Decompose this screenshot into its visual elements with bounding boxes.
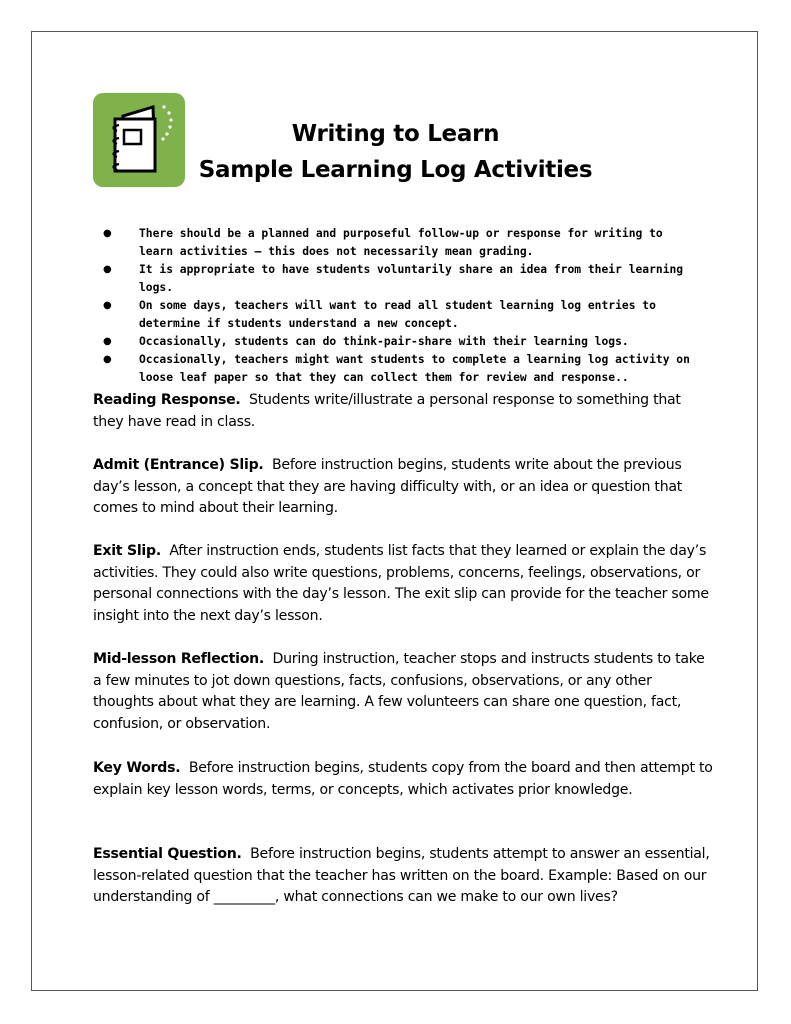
section-key-words xyxy=(93,758,713,801)
section-exit-slip xyxy=(93,541,713,627)
bullet-icon: ● xyxy=(103,228,112,239)
section-admit-slip xyxy=(93,455,713,520)
section-body: Before instruction begins, students write about the previous day’s lesson, a concept that they are having difficulty with, or an idea or question that comes to mind about their learning. xyxy=(93,457,683,516)
section-reading-response xyxy=(93,390,713,433)
section-essential-question xyxy=(93,844,713,909)
list-item: ● Occasionally, students can do think-pair-share with their learning logs. xyxy=(101,333,701,351)
bullet-icon: ● xyxy=(103,336,112,347)
bullet-icon: ● xyxy=(103,354,112,365)
section-heading: Admit (Entrance) Slip. xyxy=(93,457,264,473)
section-heading: Key Words. xyxy=(93,760,181,776)
list-item: ● On some days, teachers will want to read all student learning log entries to determine if students understand a new concept. xyxy=(103,299,656,330)
section-heading: Mid-lesson Reflection. xyxy=(93,651,265,667)
page-title: Writing to Learn xyxy=(291,121,500,147)
bullet-icon: ● xyxy=(103,264,112,275)
section-body: Students write/illustrate a personal response to something that they have read in class. xyxy=(93,392,681,430)
section-heading: Reading Response. xyxy=(93,392,241,408)
page-subtitle: Sample Learning Log Activities xyxy=(198,157,593,183)
bullet-icon: ● xyxy=(103,300,112,311)
section-body: Before instruction begins, students copy from the board and then attempt to explain key lesson words, terms, or concepts, which activates prior knowledge. xyxy=(93,760,713,798)
list-item: ● Occasionally, teachers might want students to complete a learning log activity on loose leaf paper so that they can collect them for review and response.. xyxy=(103,353,690,384)
section-body: During instruction, teacher stops and instructs students to take a few minutes to jot down questions, facts, confusions, observations, or any other thoughts about what they are learning. A few volunteers can share one question, fact, confusion, or observation. xyxy=(93,651,705,732)
list-item: ● It is appropriate to have students voluntarily share an idea from their learning logs. xyxy=(103,263,684,294)
section-mid-lesson-reflection xyxy=(93,649,713,735)
section-heading: Essential Question. xyxy=(93,846,242,862)
section-heading: Exit Slip. xyxy=(93,543,161,559)
guidelines-list xyxy=(101,225,701,387)
section-body: After instruction ends, students list facts that they learned or explain the day’s activities. They could also write questions, problems, concerns, feelings, observations, or personal connections with the day’s lesson. The exit slip can provide for the teacher some insight into the next day’s lesson. xyxy=(93,543,709,624)
list-item: ● There should be a planned and purposeful follow-up or response for writing to learn activities – this does not necessarily mean grading. xyxy=(103,227,663,258)
section-body: Before instruction begins, students attempt to answer an essential, lesson-related question that the teacher has written on the board. Example: Based on our understanding of _________, what connections can we make to our own lives? xyxy=(93,846,710,905)
